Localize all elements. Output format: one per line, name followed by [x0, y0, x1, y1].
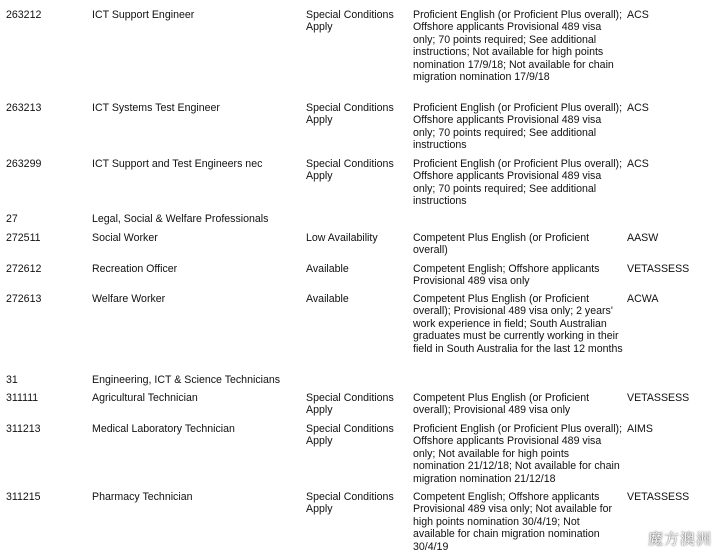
- assessing-authority: ACS: [627, 158, 649, 170]
- conditions-text: Proficient English (or Proficient Plus overall); Offshore applicants Provisional 489 visa only; Not available for high points nomination 21/12/18; Not available for chain migration nomination 21/12/18: [413, 423, 623, 485]
- occupation-title: Medical Laboratory Technician: [92, 423, 235, 435]
- occupation-title: Agricultural Technician: [92, 392, 198, 404]
- occupation-title: Social Worker: [92, 232, 158, 244]
- conditions-text: Competent Plus English (or Proficient overall); Provisional 489 visa only; 2 years' work experience in field; South Australian graduates must be currently working in their field in South Australia for the last 12 months: [413, 293, 623, 355]
- assessing-authority: AIMS: [627, 423, 653, 435]
- occupation-code: 263299: [6, 158, 42, 170]
- availability-status: Special Conditions Apply: [306, 9, 394, 34]
- assessing-authority: VETASSESS: [627, 263, 690, 275]
- assessing-authority: VETASSESS: [627, 491, 690, 503]
- occupation-code: 311213: [6, 423, 41, 435]
- availability-status: Low Availability: [306, 232, 378, 244]
- group-title: Engineering, ICT & Science Technicians: [92, 374, 281, 386]
- occupation-title: Pharmacy Technician: [92, 491, 193, 503]
- conditions-text: Competent English; Offshore applicants Provisional 489 visa only; Not available for high points nomination 30/4/19; Not available for chain migration nomination 30/4/19: [413, 491, 613, 553]
- availability-status: Special Conditions Apply: [306, 158, 394, 183]
- conditions-text: Competent English; Offshore applicants Provisional 489 visa only: [413, 263, 600, 288]
- conditions-text: Proficient English (or Proficient Plus overall); Offshore applicants Provisional 489 visa only; 70 points required; See additional instructions: [413, 158, 623, 208]
- assessing-authority: ACWA: [627, 293, 659, 305]
- watermark: [622, 531, 712, 549]
- occupation-code: 272613: [6, 293, 42, 305]
- availability-status: Special Conditions Apply: [306, 392, 394, 417]
- occupation-code: 263212: [6, 9, 42, 21]
- occupation-title: ICT Systems Test Engineer: [92, 102, 220, 114]
- occupation-code: 272511: [6, 232, 41, 244]
- availability-status: Special Conditions Apply: [306, 423, 394, 448]
- availability-status: Special Conditions Apply: [306, 102, 394, 127]
- weibo-icon: [622, 531, 644, 549]
- assessing-authority: ACS: [627, 9, 649, 21]
- occupation-title: ICT Support Engineer: [92, 9, 195, 21]
- group-title: Legal, Social & Welfare Professionals: [92, 213, 269, 225]
- group-code: 31: [6, 374, 18, 386]
- occupation-title: ICT Support and Test Engineers nec: [92, 158, 263, 170]
- conditions-text: Competent Plus English (or Proficient overall): [413, 232, 590, 257]
- assessing-authority: AASW: [627, 232, 659, 244]
- assessing-authority: VETASSESS: [627, 392, 690, 404]
- occupation-title: Recreation Officer: [92, 263, 178, 275]
- occupation-title: Welfare Worker: [92, 293, 166, 305]
- group-code: 27: [6, 213, 18, 225]
- availability-status: Special Conditions Apply: [306, 491, 394, 516]
- conditions-text: Competent Plus English (or Proficient overall); Provisional 489 visa only: [413, 392, 590, 417]
- assessing-authority: ACS: [627, 102, 649, 114]
- conditions-text: Proficient English (or Proficient Plus overall); Offshore applicants Provisional 489 visa only; 70 points required; See additional instructions; Not available for high points nomination 17/9/18; Not available for chain migration nomination 17/9/18: [413, 9, 623, 84]
- availability-status: Available: [306, 263, 349, 275]
- conditions-text: Proficient English (or Proficient Plus overall); Offshore applicants Provisional 489 visa only; 70 points required; See additional instructions: [413, 102, 623, 152]
- occupation-code: 272612: [6, 263, 42, 275]
- occupation-code: 263213: [6, 102, 42, 114]
- occupation-code: 311215: [6, 491, 41, 503]
- watermark-text: 魔方澳洲: [647, 531, 712, 548]
- occupation-code: 311111: [6, 392, 39, 404]
- availability-status: Available: [306, 293, 349, 305]
